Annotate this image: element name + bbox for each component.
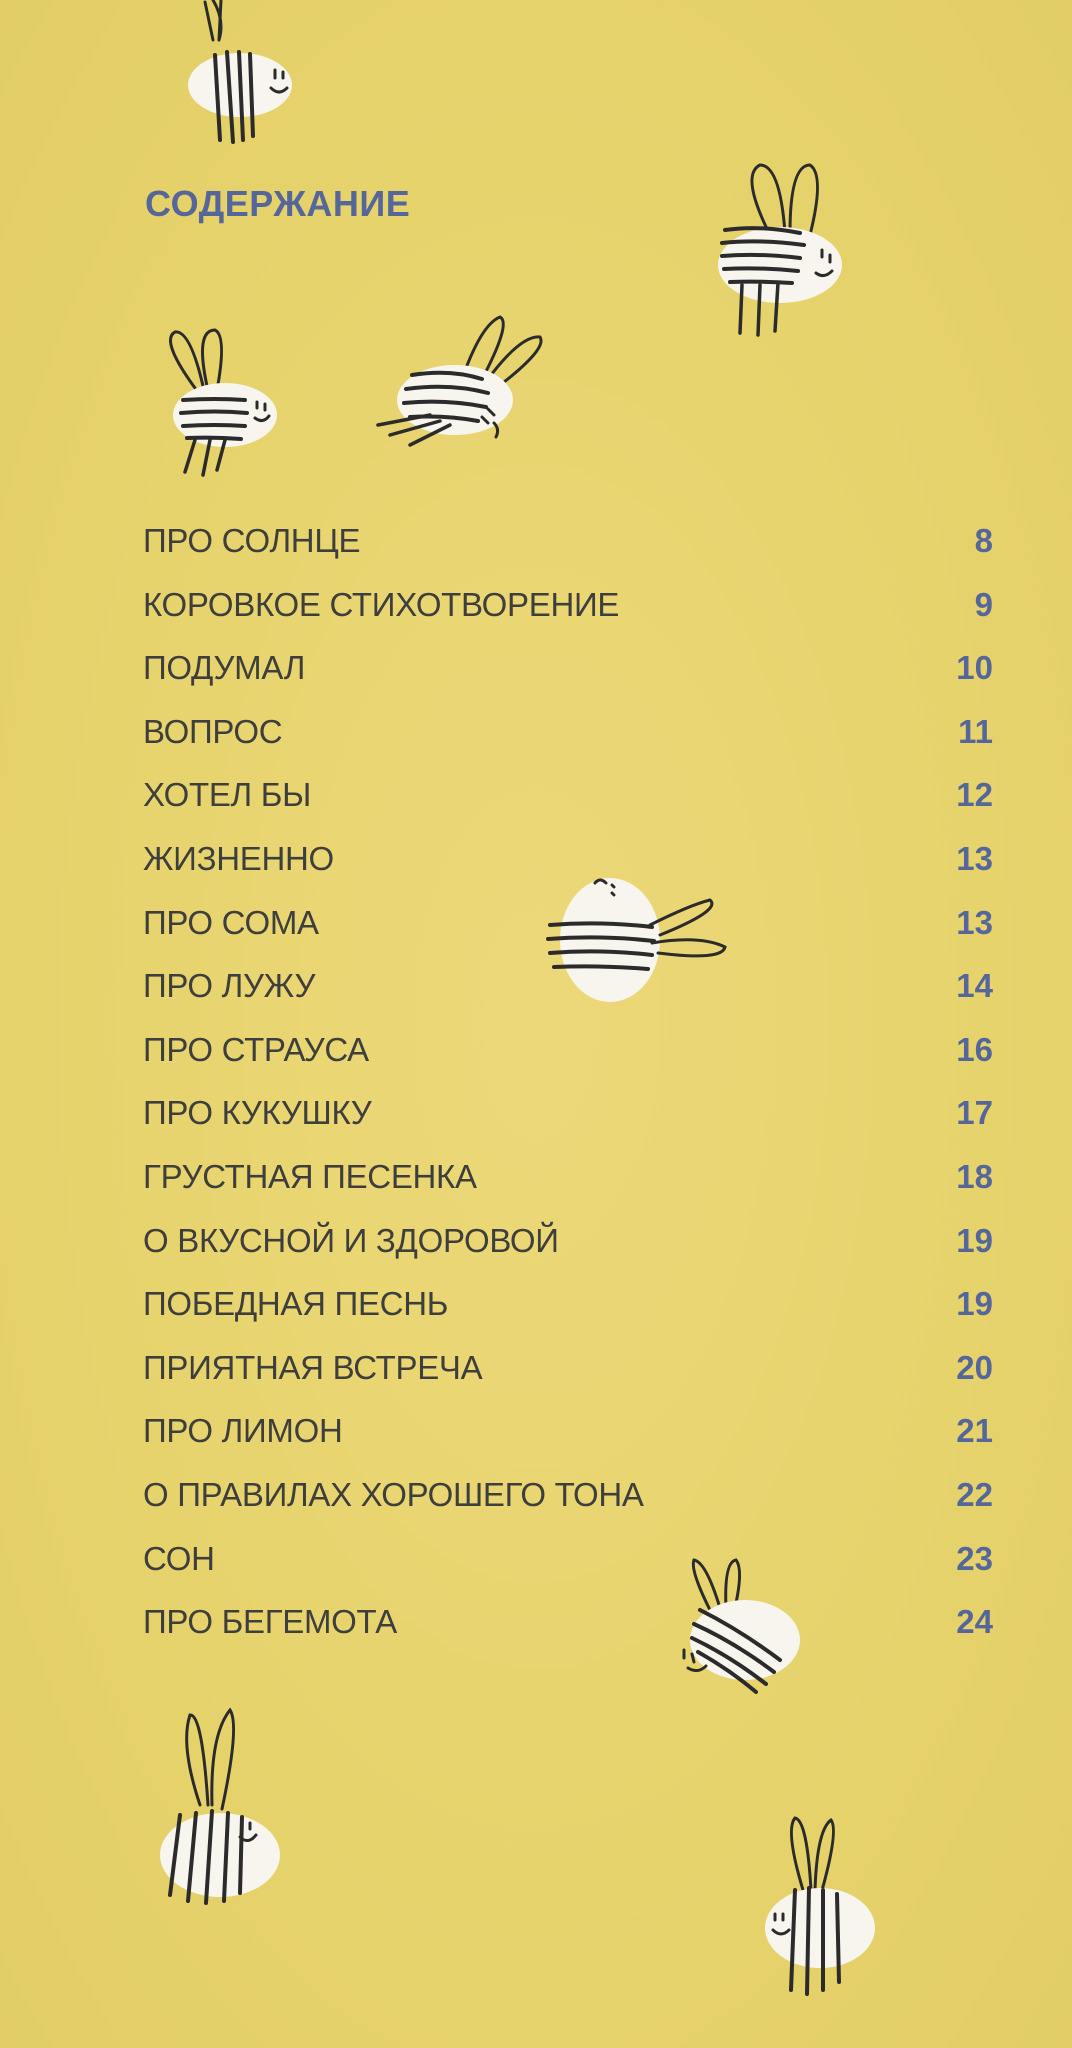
toc-entry[interactable]	[143, 776, 993, 840]
toc-entry[interactable]	[143, 1412, 993, 1476]
bee-icon	[540, 865, 740, 1015]
toc-entry[interactable]	[143, 1476, 993, 1540]
toc-entry-title: ПРО ЛИМОН	[143, 1412, 343, 1450]
toc-entry-page: 10	[956, 649, 993, 687]
toc-entry-page: 16	[956, 1030, 993, 1068]
toc-entry[interactable]	[143, 713, 993, 777]
table-of-contents	[143, 522, 993, 1667]
toc-entry-page: 19	[956, 1285, 993, 1323]
toc-entry-title: О ПРАВИЛАХ ХОРОШЕГО ТОНА	[143, 1475, 644, 1513]
toc-entry-title: ПОДУМАЛ	[143, 649, 306, 687]
toc-entry-title: ПРИЯТНАЯ ВСТРЕЧА	[143, 1348, 483, 1386]
toc-entry[interactable]	[143, 1094, 993, 1158]
toc-entry-page: 13	[956, 839, 993, 877]
toc-entry-title: ХОТЕЛ БЫ	[143, 776, 312, 814]
toc-entry-page: 12	[956, 776, 993, 814]
toc-entry-page: 17	[956, 1094, 993, 1132]
bee-icon	[670, 1550, 810, 1710]
toc-entry-page: 24	[956, 1603, 993, 1641]
page-title: СОДЕРЖАНИЕ	[145, 183, 411, 224]
toc-entry[interactable]	[143, 1349, 993, 1413]
toc-entry[interactable]	[143, 1603, 993, 1667]
toc-entry[interactable]	[143, 1222, 993, 1286]
bee-icon	[755, 1810, 885, 2010]
bee-icon	[155, 320, 285, 480]
bee-icon	[175, 0, 305, 150]
toc-entry-title: СОН	[143, 1539, 215, 1577]
toc-entry[interactable]	[143, 1158, 993, 1222]
toc-entry[interactable]	[143, 586, 993, 650]
toc-entry[interactable]	[143, 649, 993, 713]
toc-entry-page: 20	[956, 1348, 993, 1386]
toc-entry-page: 18	[956, 1157, 993, 1195]
toc-entry[interactable]	[143, 1540, 993, 1604]
toc-entry-title: ПРО СОЛНЦЕ	[143, 522, 361, 559]
toc-entry[interactable]	[143, 522, 993, 586]
toc-entry-page: 23	[956, 1539, 993, 1577]
toc-entry-title: ПРО СТРАУСА	[143, 1030, 369, 1068]
toc-entry-title: ПРО КУКУШКУ	[143, 1094, 372, 1132]
toc-entry-title: ПОБЕДНАЯ ПЕСНЬ	[143, 1285, 449, 1323]
toc-entry-title: ПРО БЕГЕМОТА	[143, 1603, 398, 1641]
bee-icon	[700, 155, 850, 340]
toc-entry-title: КОРОВКОЕ СТИХОТВОРЕНИЕ	[143, 585, 620, 623]
toc-entry-title: ПРО СОМА	[143, 903, 319, 941]
toc-entry-page: 11	[958, 712, 993, 750]
toc-entry-title: ПРО ЛУЖУ	[143, 967, 316, 1005]
toc-entry-title: ВОПРОС	[143, 712, 283, 750]
toc-entry-title: О ВКУСНОЙ И ЗДОРОВОЙ	[143, 1221, 559, 1259]
toc-entry-page: 21	[956, 1412, 993, 1450]
toc-entry-title: ГРУСТНАЯ ПЕСЕНКА	[143, 1157, 477, 1195]
toc-entry-page: 14	[956, 967, 993, 1005]
toc-entry-page: 8	[974, 522, 993, 559]
bee-icon	[370, 305, 550, 455]
toc-entry[interactable]	[143, 1285, 993, 1349]
toc-entry-title: ЖИЗНЕННО	[143, 839, 334, 877]
toc-entry-page: 9	[974, 585, 993, 623]
toc-entry-page: 19	[956, 1221, 993, 1259]
toc-entry-page: 13	[956, 903, 993, 941]
toc-entry[interactable]	[143, 1031, 993, 1095]
toc-entry-page: 22	[956, 1475, 993, 1513]
bee-icon	[150, 1705, 290, 1925]
